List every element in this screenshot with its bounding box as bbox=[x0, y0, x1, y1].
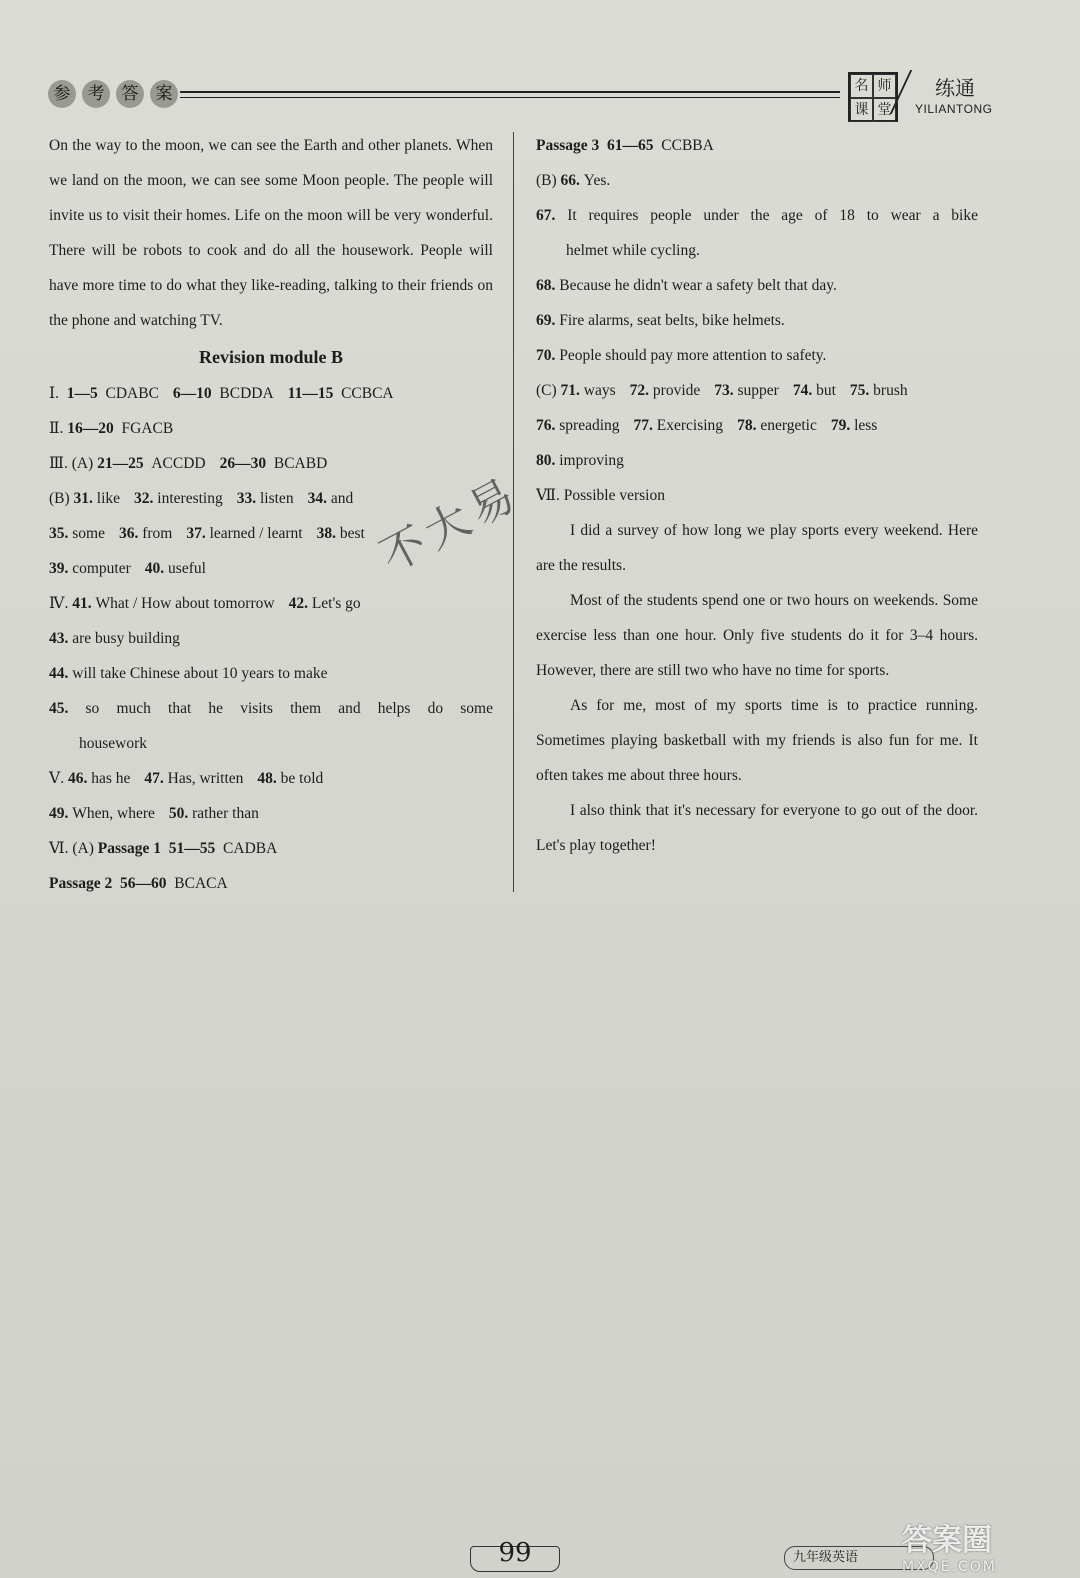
answer-line: 68. Because he didn't wear a safety belt that day. bbox=[536, 277, 837, 294]
answer-line: Ⅲ. (A) 21—25 ACCDD 26—30 BCABD bbox=[49, 455, 328, 472]
header-rule-thin bbox=[180, 97, 840, 98]
logo-name: 练通 bbox=[935, 76, 975, 100]
essay-paragraph: I also think that it's necessary for everyone to go out of the door. Let's play together! bbox=[536, 802, 978, 854]
answer-line: 69. Fire alarms, seat belts, bike helmets. bbox=[536, 312, 785, 329]
answer-line: Passage 2 56—60 BCACA bbox=[49, 875, 228, 892]
answer-line: Ⅰ. 1—5 CDABC 6—10 BCDDA 11—15 CCBCA bbox=[49, 385, 394, 402]
grade-subject-tag: 九年级英语 bbox=[784, 1546, 934, 1570]
answer-key-tag bbox=[48, 80, 178, 108]
essay-paragraph: Most of the students spend one or two hours on weekends. Some exercise less than one hour. Only five students do it for 3–4 hours. However, there are still two who have no time for sports. bbox=[536, 592, 978, 679]
answer-line: 70. People should pay more attention to safety. bbox=[536, 347, 827, 364]
essay-paragraph: On the way to the moon, we can see the Earth and other planets. When we land on the moon, we can see some Moon people. The people will invite us to visit their homes. Life on the moon will be very wonderful. There will be robots to cook and do all the housework. People will have more time to do what they like-reading, talking to their friends on the phone and watching TV. bbox=[49, 137, 493, 329]
answer-line: 43. are busy building bbox=[49, 630, 180, 647]
answer-line: 45. so much that he visits them and helps do some bbox=[49, 700, 493, 717]
answer-line: Ⅴ. 46. has he 47. Has, written 48. be told bbox=[49, 770, 324, 787]
answer-line-continued: helmet while cycling. bbox=[566, 242, 700, 259]
logo-char: 名 bbox=[850, 74, 873, 98]
answer-line: (C) 71. ways 72. provide 73. supper 74. but 75. brush bbox=[536, 382, 908, 399]
logo-char: 课 bbox=[850, 98, 873, 122]
answer-line-continued: housework bbox=[79, 735, 148, 752]
page-number: 99 bbox=[498, 1538, 532, 1568]
watermark-url: MXQE.COM bbox=[902, 1559, 997, 1575]
tag-char: 答 bbox=[116, 80, 144, 108]
page-number-badge bbox=[470, 1538, 560, 1572]
watermark-text: 答案圈 bbox=[902, 1523, 992, 1558]
handwritten-note: 不大易 bbox=[372, 467, 529, 583]
answer-line: 67. It requires people under the age of 18 to wear a bike bbox=[536, 207, 978, 224]
essay-paragraph: I did a survey of how long we play sports every weekend. Here are the results. bbox=[536, 522, 978, 574]
logo-subtitle: YILIANTONG bbox=[915, 102, 993, 116]
logo-char: 堂 bbox=[873, 98, 896, 122]
answer-line: 49. When, where 50. rather than bbox=[49, 805, 259, 822]
answer-line: Ⅳ. 41. What / How about tomorrow 42. Let's go bbox=[49, 595, 361, 612]
right-column bbox=[536, 128, 978, 863]
answer-line: Ⅶ. Possible version bbox=[536, 487, 665, 504]
answer-line: 80. improving bbox=[536, 452, 624, 469]
essay-paragraph: As for me, most of my sports time is to practice running. Sometimes playing basketball with my friends is also fun for me. It often takes me about three hours. bbox=[536, 697, 978, 784]
publisher-logo bbox=[848, 72, 898, 122]
answer-line: (B) 31. like 32. interesting 33. listen 34. and bbox=[49, 490, 354, 507]
logo-char: 师 bbox=[873, 74, 896, 98]
answer-line: Passage 3 61—65 CCBBA bbox=[536, 137, 714, 154]
answer-line: Ⅱ. 16—20 FGACB bbox=[49, 420, 174, 437]
tag-char: 案 bbox=[150, 80, 178, 108]
answer-line: 44. will take Chinese about 10 years to make bbox=[49, 665, 328, 682]
section-heading: Revision module B bbox=[198, 347, 344, 367]
answer-line: 76. spreading 77. Exercising 78. energetic 79. less bbox=[536, 417, 878, 434]
tag-char: 参 bbox=[48, 80, 76, 108]
header-rule bbox=[180, 91, 840, 93]
tag-char: 考 bbox=[82, 80, 110, 108]
answer-line: (B) 66. Yes. bbox=[536, 172, 611, 189]
answer-line: 35. some 36. from 37. learned / learnt 38. best bbox=[49, 525, 365, 542]
answer-line: Ⅵ. (A) Passage 1 51—55 CADBA bbox=[49, 840, 278, 857]
watermark-logo bbox=[902, 1515, 1072, 1575]
answer-line: 39. computer 40. useful bbox=[49, 560, 206, 577]
